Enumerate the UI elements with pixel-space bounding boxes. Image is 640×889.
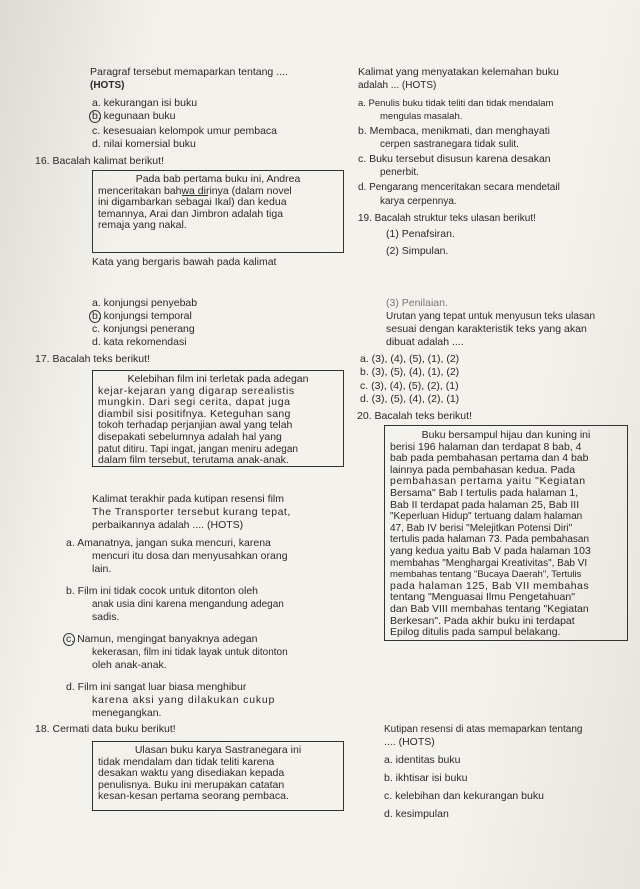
q20-box-line: "Keperluan Hidup" tertuang dalam halaman [390, 511, 583, 523]
q20-box-line: Bab II terdapat pada halaman 25, Bab III [390, 498, 580, 511]
q15b-option-d: d. Pengarang menceritakan secara mendetail [358, 182, 560, 193]
q15-option-d: d. nilai komersial buku [92, 138, 196, 150]
q20-box-line: pada halaman 125, Bab VII membahas [390, 579, 590, 592]
q17-option-d: d. Film ini sangat luar biasa menghibur [66, 681, 247, 693]
q17-option-d-cont: karena aksi yang dilakukan cukup [92, 694, 276, 706]
q15b-option-a: a. Penulis buku tidak teliti dan tidak mendalam [358, 98, 554, 109]
q17-stem: 17. Bacalah teks berikut! [35, 353, 150, 365]
q15b-option-c: c. Buku tersebut disusun karena desakan [358, 153, 551, 165]
q16-option-b: b. konjungsi temporal [92, 310, 192, 322]
q20-option-b: b. ikhtisar isi buku [384, 772, 468, 784]
q17-option-a-cont: mencuri itu dosa dan menyusahkan orang [92, 550, 288, 562]
q16-option-c: c. konjungsi penerang [92, 323, 195, 335]
q17-after-line: perbaikannya adalah .... (HOTS) [92, 519, 244, 531]
q17-box-line: kejar-kejaran yang digarap serealistis [98, 384, 295, 397]
q20-option-d: d. kesimpulan [384, 808, 449, 820]
answer-circle-q15 [89, 110, 101, 123]
q17-after-line: Kalimat terakhir pada kutipan resensi film [92, 493, 285, 505]
q15b-option-a-cont: mengulas masalah. [380, 111, 463, 122]
q19-option-b: b. (3), (5), (4), (1), (2) [360, 366, 460, 378]
q20-box-line: tentang "Menguasai Ilmu Pengetahuan" [390, 591, 575, 604]
underline-mark [182, 195, 208, 196]
q20-after-line: .... (HOTS) [384, 736, 435, 748]
q20-option-a: a. identitas buku [384, 754, 461, 766]
q16-stem: 16. Bacalah kalimat berikut! [35, 155, 164, 167]
q17-option-a-cont: lain. [92, 563, 112, 575]
q19-instr: dibuat adalah .... [386, 336, 464, 348]
q20-box-line: Buku bersampul hijau dan kuning ini [421, 429, 591, 441]
q20-box-line: dan Bab VIII membahas tentang "Kegiatan [390, 602, 589, 615]
q20-quote-box [384, 425, 628, 641]
q20-box-line: membahas tentang "Bucaya Daerah", Tertulis [390, 569, 582, 581]
q17-box-line: tokoh terhadap perjanjian awal yang telah [98, 419, 293, 432]
q17-option-c: c. Namun, mengingat banyaknya adegan [66, 633, 258, 645]
q20-box-line: bab pada pembahasan pertama dan 4 bab [390, 452, 589, 465]
q19-instr: sesuai dengan karakteristik teks yang akan [386, 323, 587, 335]
answer-circle-q17 [63, 633, 75, 646]
q19-item: (2) Simpulan. [386, 245, 449, 257]
q15b-stem: Kalimat yang menyatakan kelemahan buku [358, 66, 559, 78]
q16-box-line: temannya, Arai dan Jimbron adalah tiga [98, 207, 284, 220]
q18-box-line: desakan waktu yang disediakan kepada [98, 767, 285, 780]
q19-option-a: a. (3), (4), (5), (1), (2) [360, 353, 460, 365]
q15-option-a: a. kekurangan isi buku [92, 97, 198, 109]
q18-quote-box [92, 741, 344, 811]
q15-option-b: b. kegunaan buku [92, 110, 176, 122]
q15-tag: (HOTS) [90, 80, 125, 91]
q17-option-c-cont: kekerasan, film ini tidak layak untuk ditonton [92, 647, 288, 658]
q16-box-line: ini digambarkan sebagai Ikal) dan kedua [98, 196, 287, 209]
q17-box-line: mungkin. Dari segi cerita, dapat juga [98, 396, 291, 409]
q20-box-line: Epilog ditulis pada sampul belakang. [390, 626, 561, 639]
q16-box-line: menceritakan bahwa dirinya (dalam novel [98, 184, 292, 197]
q16-cut-line: Kata yang bergaris bawah pada kalimat [92, 256, 277, 268]
q17-box-line: disepakati sebelumnya adalah hal yang [98, 430, 282, 443]
q19-option-c: c. (3), (4), (5), (2), (1) [360, 380, 459, 392]
q20-box-line: pembahasan pertama yaitu "Kegiatan [390, 475, 586, 488]
q17-option-b-cont: sadis. [92, 611, 120, 623]
q20-box-line: Bersama" Bab I tertulis pada halaman 1, [390, 486, 579, 499]
q17-after-line: The Transporter tersebut kurang tepat, [92, 506, 291, 518]
q18-box-line: kesan-kesan pertama seorang pembaca. [98, 790, 289, 803]
q15b-option-b-cont: cerpen sastranegara tidak sulit. [380, 139, 519, 150]
q18-box-line: Ulasan buku karya Sastranegara ini [134, 744, 302, 756]
q16-quote-box [92, 170, 344, 253]
q15b-option-c-cont: penerbit. [380, 167, 419, 178]
q20-box-line: Berkesan". Pada akhir buku ini terdapat [390, 614, 575, 627]
q15b-option-b: b. Membaca, menikmati, dan menghayati [358, 125, 551, 137]
q20-box-line: berisi 196 halaman dan terdapat 8 bab, 4 [390, 440, 582, 453]
q16-option-a: a. konjungsi penyebab [92, 297, 198, 309]
q18-box-line: tidak mendalam dan tidak teliti karena [98, 755, 275, 768]
q17-option-d-cont: menegangkan. [92, 707, 162, 719]
answer-circle-q16 [89, 310, 101, 323]
q15-option-c: c. kesesuaian kelompok umur pembaca [92, 125, 278, 137]
q19-option-d: d. (3), (5), (4), (2), (1) [360, 393, 460, 405]
q20-box-line: lainnya pada pembahasan kedua. Pada [390, 463, 576, 476]
q20-box-line: tertulis pada halaman 73. Pada pembahasan [390, 534, 590, 546]
q19-item: (1) Penafsiran. [386, 228, 455, 240]
q16-box-line: remaja yang nakal. [98, 219, 187, 232]
q17-option-b: b. Film ini tidak cocok untuk ditonton oleh [66, 585, 259, 597]
q17-option-a: a. Amanatnya, jangan suka mencuri, karena [66, 537, 271, 549]
q15b-stem-cont: adalah ... (HOTS) [358, 80, 437, 91]
q15-stem: Paragraf tersebut memaparkan tentang .... [90, 66, 288, 78]
q16-box-line: Pada bab pertama buku ini, Andrea [135, 173, 301, 185]
q17-option-b-cont: anak usia dini karena mengandung adegan [92, 599, 284, 610]
q18-stem: 18. Cermati data buku berikut! [35, 723, 176, 735]
q19-instr: Urutan yang tepat untuk menyusun teks ulasan [386, 311, 596, 322]
q16-option-d: d. kata rekomendasi [92, 336, 187, 348]
q20-box-line: 47, Bab IV berisi "Melejitkan Potensi Diri" [390, 522, 573, 534]
q17-box-line: patut ditiru. Tapi ingat, jangan meniru adegan [98, 443, 298, 455]
q20-box-line: yang kedua yaitu Bab V pada halaman 103 [390, 544, 591, 557]
q15b-option-d-cont: karya cerpennya. [380, 196, 457, 207]
q19-item: (3) Penilaian. [386, 297, 448, 309]
q20-stem: 20. Bacalah teks berikut! [357, 410, 472, 422]
q19-stem: 19. Bacalah struktur teks ulasan berikut! [358, 213, 536, 224]
q20-option-c: c. kelebihan dan kekurangan buku [384, 790, 544, 802]
q18-box-line: penulisnya. Buku ini merupakan catatan [98, 778, 285, 791]
q17-box-line: dalam film tersebut, terutama anak-anak. [98, 454, 289, 467]
q17-option-c-cont: oleh anak-anak. [92, 659, 167, 671]
q17-box-line: diambil sisi positifnya. Keteguhan sang [98, 407, 291, 420]
q20-after-line: Kutipan resensi di atas memaparkan tentang [384, 724, 583, 735]
q17-box-line: Kelebihan film ini terletak pada adegan [127, 373, 309, 385]
q20-box-line: membahas "Menghargai Kreativitas", Bab VI [390, 557, 588, 569]
q17-quote-box [92, 370, 344, 467]
